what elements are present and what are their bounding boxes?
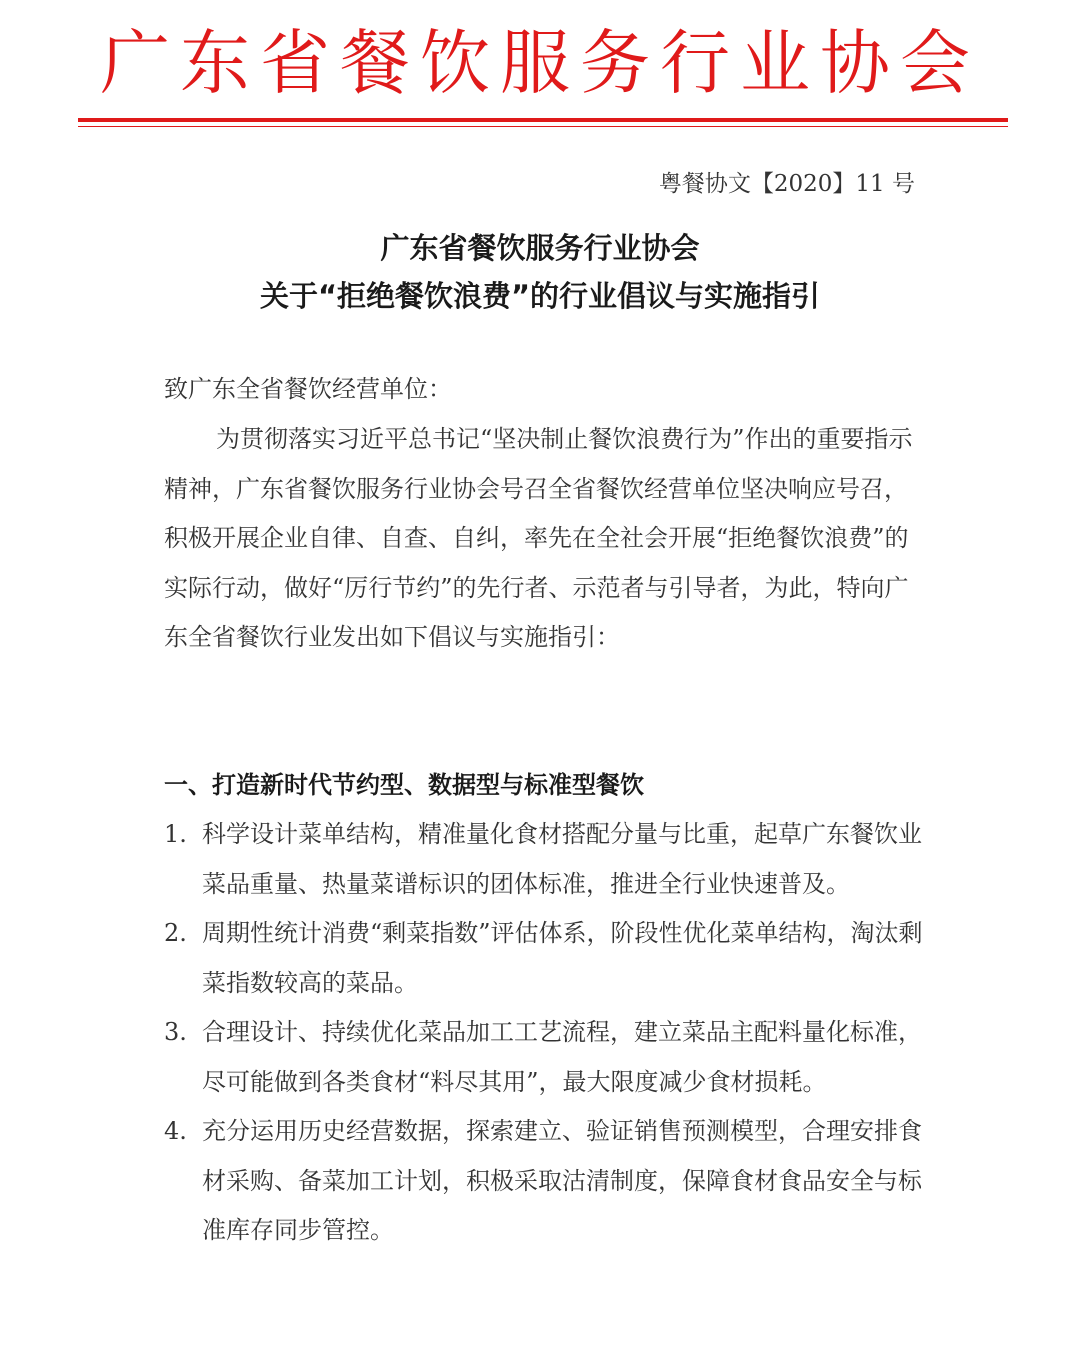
document-number: 粤餐协文【2020】11 号 [658,171,915,197]
list-item [164,909,924,1008]
intro-paragraph: 为贯彻落实习近平总书记“坚决制止餐饮浪费行为”作出的重要指示精神，广东省餐饮服务行业协会号召全省餐饮经营单位坚决响应号召，积极开展企业自律、自查、自纠，率先在全社会开展“拒绝餐饮浪费”的实际行动，做好“厉行节约”的先行者、示范者与引导者，为此，特向广东全省餐饮行业发出如下倡议与实施指引： [164,425,913,651]
section-heading-1: 一、打造新时代节约型、数据型与标准型餐饮 [164,771,644,799]
list-item [164,810,924,909]
letterhead-org-name: 广东省餐饮服务行业协会 [100,22,980,104]
list-item-text: 周期性统计消费“剩菜指数”评估体系，阶段性优化菜单结构，淘汰剩菜指数较高的菜品。 [202,919,923,997]
list-item-number: 3. [164,1018,187,1046]
letterhead-rule-thin [78,126,1008,127]
list-item-text: 科学设计菜单结构，精准量化食材搭配分量与比重，起草广东餐饮业菜品重量、热量菜谱标识的团体标准，推进全行业快速普及。 [202,820,922,898]
list-item [164,1008,924,1107]
list-item-number: 2. [164,919,187,947]
guideline-list [164,810,924,1256]
list-item-number: 4. [164,1117,187,1145]
salutation: 致广东全省餐饮经营单位： [164,375,452,403]
letterhead-rule-thick [78,118,1008,122]
list-item-number: 1. [164,820,187,848]
document-title-line-1: 广东省餐饮服务行业协会 [380,231,700,265]
list-item [164,1107,924,1256]
list-item-text: 合理设计、持续优化菜品加工工艺流程，建立菜品主配料量化标准，尽可能做到各类食材“料尽其用”，最大限度减少食材损耗。 [202,1018,922,1096]
list-item-text: 充分运用历史经营数据，探索建立、验证销售预测模型，合理安排食材采购、备菜加工计划，积极采取沽清制度，保障食材食品安全与标准库存同步管控。 [202,1117,922,1244]
document-title-line-2: 关于“拒绝餐饮浪费”的行业倡议与实施指引 [259,279,821,313]
